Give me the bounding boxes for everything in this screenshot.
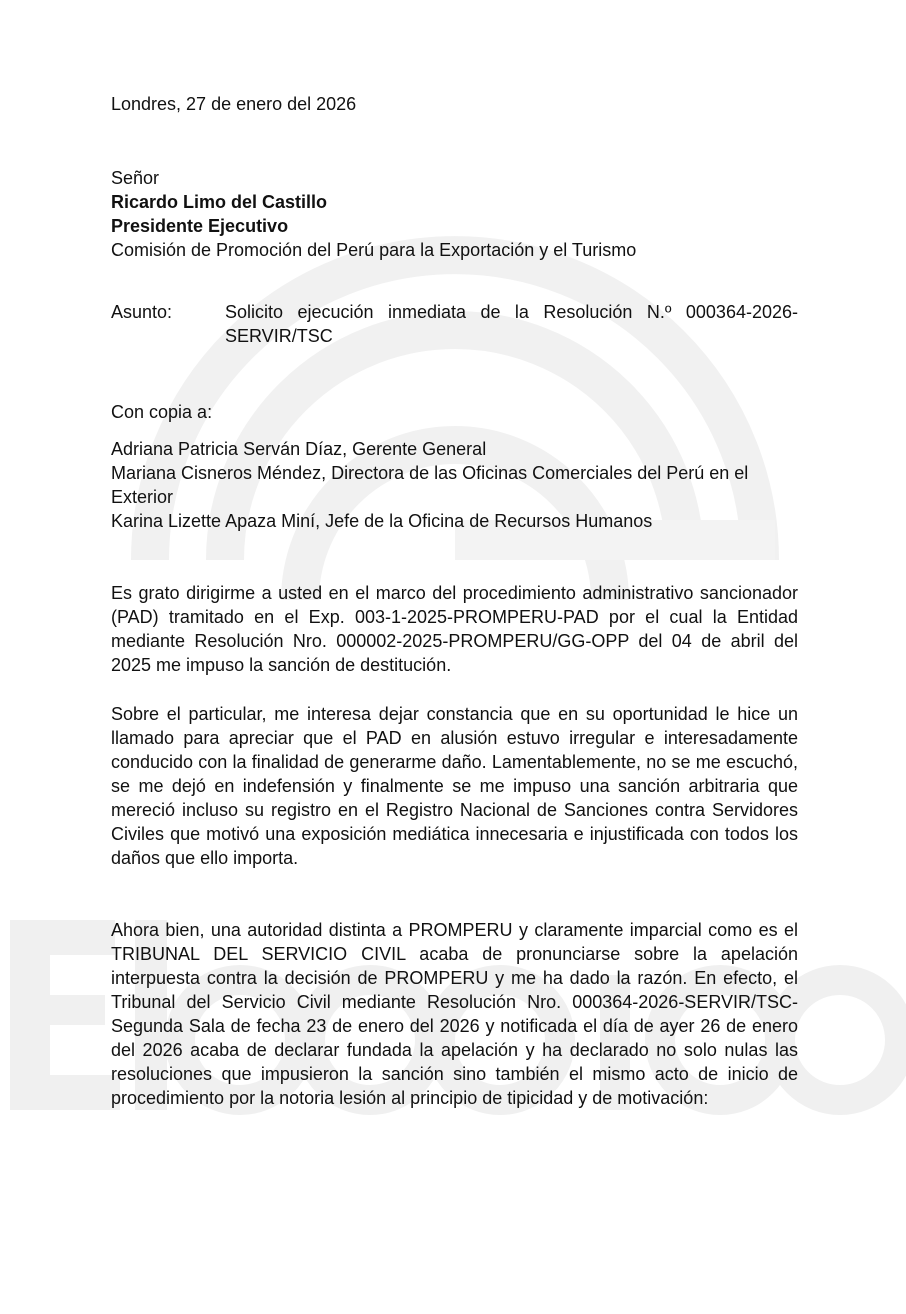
cc-item: Mariana Cisneros Méndez, Directora de las Oficinas Comerciales del Perú en el Exterior <box>111 463 749 507</box>
cc-list <box>111 437 798 533</box>
salutation: Señor <box>111 168 160 188</box>
subject-text: Solicito ejecución inmediata de la Resolución N.º 000364-2026-SERVIR/TSC <box>225 302 798 346</box>
cc-label: Con copia a: <box>111 402 213 422</box>
subject-label: Asunto: <box>111 302 173 322</box>
cc-item: Adriana Patricia Serván Díaz, Gerente General <box>111 439 487 459</box>
cc-item: Karina Lizette Apaza Miní, Jefe de la Oficina de Recursos Humanos <box>111 511 653 531</box>
body-paragraph: Es grato dirigirme a usted en el marco del procedimiento administrativo sancionador (PAD) tramitado en el Exp. 003-1-2025-PROMPERU-PAD por el cual la Entidad mediante Resolución Nro. 000002-2025-PROMPERU/GG-OPP del 04 de abril del 2025 me impuso la sanción de destitución. <box>111 583 798 675</box>
subject-block <box>111 300 798 348</box>
body-paragraph: Sobre el particular, me interesa dejar constancia que en su oportunidad le hice un llamado para apreciar que el PAD en alusión estuvo irregular e interesadamente conducido con la finalidad de generarme daño. Lamentablemente, no se me escuchó, se me dejó en indefensión y finalmente se me impuso una sanción arbitraria que mereció incluso su registro en el Registro Nacional de Sanciones contra Servidores Civiles que motivó una exposición mediática innecesaria e injustificada con todos los daños que ello importa. <box>111 704 798 868</box>
recipient-organization: Comisión de Promoción del Perú para la Exportación y el Turismo <box>111 240 637 260</box>
recipient-name: Ricardo Limo del Castillo <box>111 192 328 212</box>
body-paragraph: Ahora bien, una autoridad distinta a PROMPERU y claramente imparcial como es el TRIBUNAL DEL SERVICIO CIVIL acaba de pronunciarse sobre la apelación interpuesta contra la decisión de PROMPERU y me ha dado la razón. En efecto, el Tribunal del Servicio Civil mediante Resolución Nro. 000364-2026-SERVIR/TSC-Segunda Sala de fecha 23 de enero del 2026 y notificada el día de ayer 26 de enero del 2026 acaba de declarar fundada la apelación y ha declarado no solo nulas las resoluciones que impusieron la sanción sino también el mismo acto de inicio de procedimiento por la notoria lesión al principio de tipicidad y de motivación: <box>111 920 798 1108</box>
recipient-block <box>111 166 798 262</box>
recipient-title: Presidente Ejecutivo <box>111 216 289 236</box>
place-date: Londres, 27 de enero del 2026 <box>111 94 357 114</box>
